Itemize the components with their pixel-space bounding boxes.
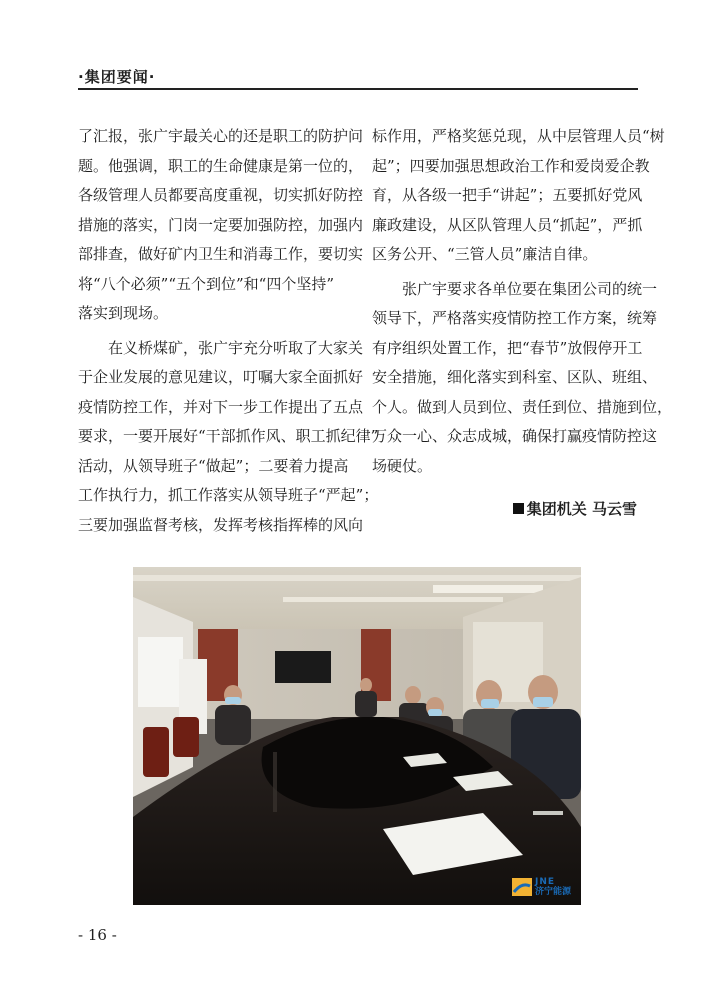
article-paragraph xyxy=(78,122,364,329)
byline-text: 集团机关 马云雪 xyxy=(526,500,637,518)
meeting-room-illustration xyxy=(133,567,581,905)
text-line: 在义桥煤矿，张广宇充分听取了大家关 xyxy=(78,338,364,357)
text-line: 育，从各级一把手“讲起”；五要抓好党风 xyxy=(372,186,643,204)
text-line: 措施的落实，门岗一定要加强防控，加强内 xyxy=(78,215,364,234)
article-right-column xyxy=(372,122,673,481)
text-line: 了汇报，张广宇最关心的还是职工的防护问 xyxy=(78,127,364,145)
text-line: 有序组织处置工作，把“春节”放假停开工 xyxy=(372,338,643,357)
text-line: 起”；四要加强思想政治工作和爱岗爱企教 xyxy=(372,156,650,175)
text-line: 场硬仗。 xyxy=(372,456,433,475)
text-line: 于企业发展的意见建议，叮嘱大家全面抓好 xyxy=(78,368,364,386)
text-line: 将“八个必须”“五个到位”和“四个坚持” xyxy=(78,274,335,293)
text-line: 部排查，做好矿内卫生和消毒工作，要切实 xyxy=(78,245,364,263)
text-line: 张广宇要求各单位要在集团公司的统一 xyxy=(372,279,658,298)
text-line: 题。他强调，职工的生命健康是第一位的， xyxy=(78,156,364,175)
text-line: 廉政建设，从区队管理人员“抓起”，严抓 xyxy=(372,215,643,234)
jne-logo-icon xyxy=(512,878,532,896)
text-line: 落实到现场。 xyxy=(78,304,169,322)
text-line: 区务公开、“三管人员”廉洁自律。 xyxy=(372,245,598,263)
text-line: 万众一心、众志成城，确保打赢疫情防控这 xyxy=(372,427,658,445)
text-line: 安全措施，细化落实到科室、区队、班组、 xyxy=(372,368,658,386)
byline xyxy=(372,498,637,519)
square-bullet-icon xyxy=(513,503,524,514)
text-line: 工作执行力，抓工作落实从领导班子“严起”； xyxy=(78,486,379,504)
text-line: 各级管理人员都要高度重视，切实抓好防控 xyxy=(78,186,364,204)
article-paragraph xyxy=(372,275,673,482)
page-number: - 16 - xyxy=(78,926,117,944)
section-header-title: ·集团要闻· xyxy=(78,68,156,86)
text-line: 活动，从领导班子“做起”；二要着力提高 xyxy=(78,456,349,475)
text-line: 标作用，严格奖惩兑现，从中层管理人员“树 xyxy=(372,127,665,145)
text-line: 三要加强监督考核，发挥考核指挥棒的风向 xyxy=(78,515,364,534)
watermark-chinese: 济宁能源 xyxy=(534,887,571,897)
article-left-column xyxy=(78,122,379,540)
article-paragraph xyxy=(78,334,379,541)
watermark xyxy=(512,877,571,897)
header-rule xyxy=(78,88,638,90)
text-line: 领导下，严格落实疫情防控工作方案，统筹 xyxy=(372,309,658,327)
text-line: 个人。做到人员到位、责任到位、措施到位， xyxy=(372,397,673,416)
watermark-english: JNE xyxy=(534,877,556,887)
meeting-photo xyxy=(133,567,581,905)
text-line: 要求，一要开展好“干部抓作风、职工抓纪律” xyxy=(78,427,379,445)
article-paragraph xyxy=(372,122,665,270)
text-line: 疫情防控工作，并对下一步工作提出了五点 xyxy=(78,397,364,416)
